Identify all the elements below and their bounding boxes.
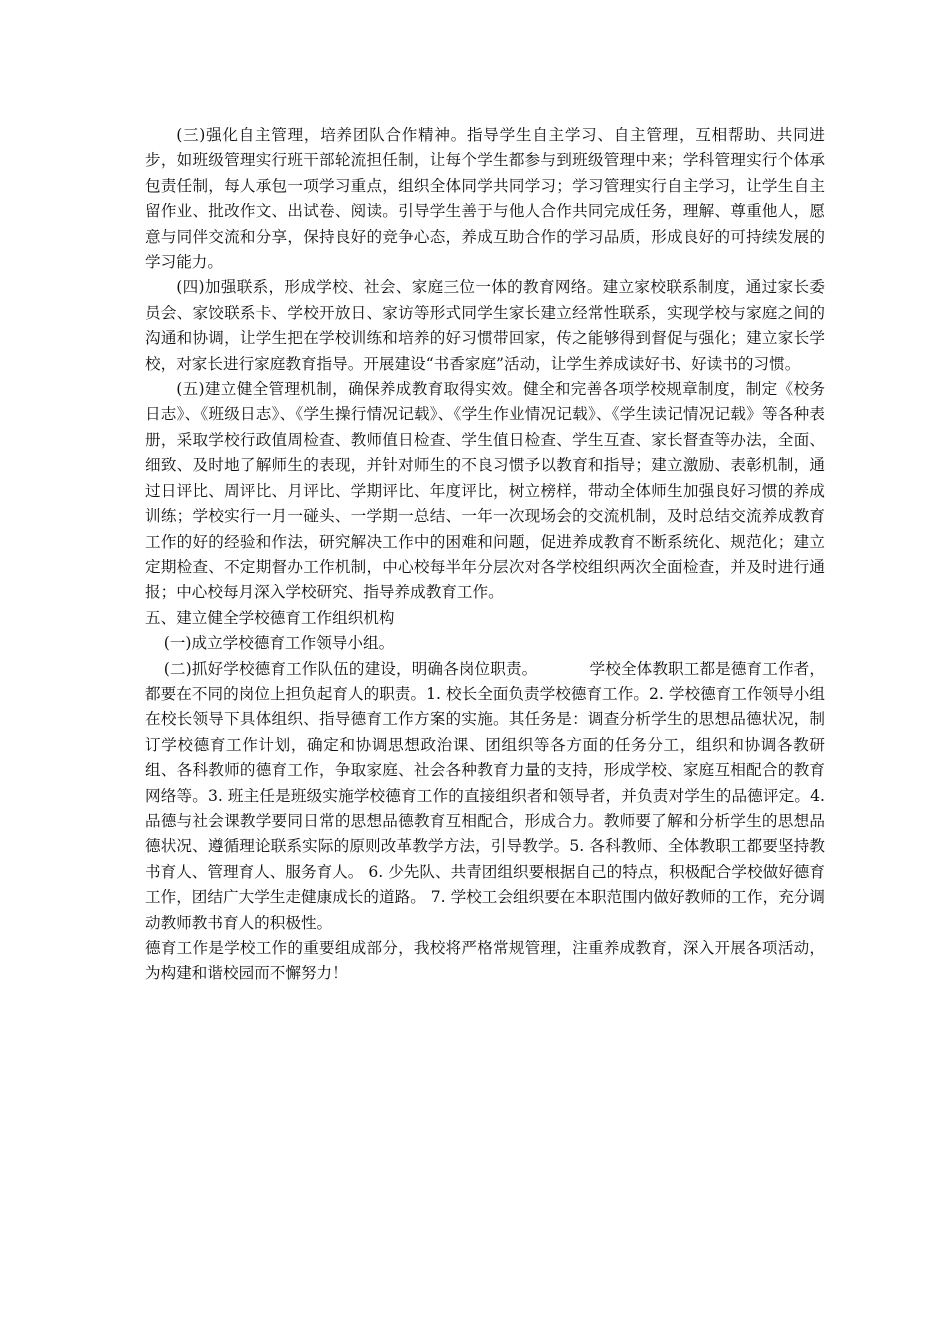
paragraph-closing: 德育工作是学校工作的重要组成部分，我校将严格常规管理，注重养成教育，深入开展各项活动，为构建和谐校园而不懈努力！ (145, 939, 825, 983)
paragraph-leadership-group: (一)成立学校德育工作领导小组。 (163, 634, 395, 653)
team-building-lead: (二)抓好学校德育工作队伍的建设，明确各岗位职责。 (163, 659, 538, 678)
paragraph-management-mechanism: (五)建立健全管理机制，确保养成教育取得实效。健全和完善各项学校规章制度，制定《校务日志》、《班级日志》、《学生操行情况记载》、《学生作业情况记载》、《学生读记情况记载》等各种表册，采取学校行政值周检查、教师值日检查、学生值日检查、学生互查、家长督查等办法，全面、细致、及时地了解师生的表现，并针对师生的不良习惯予以教育和指导；建立激励、表彰机制，通过日评比、周评比、月评比、学期评比、年度评比，树立榜样，带动全体师生加强良好习惯的养成训练；学校实行一月一碰头、一学期一总结、一年一次现场会的交流机制，及时总结交流养成教育工作的好的经验和作法，研究解决工作中的困难和问题，促进养成教育不断系统化、规范化；建立定期检查、不定期督办工作机制，中心校每半年分层次对各学校组织两次全面检查，并及时进行通报；中心校每月深入学校研究、指导养成教育工作。 (145, 380, 825, 602)
paragraph-strengthen-contact: (四)加强联系，形成学校、社会、家庭三位一体的教育网络。建立家校联系制度，通过家长委员会、家饺联系卡、学校开放日、家访等形式同学生家长建立经常性联系，实现学校与家庭之间的沟通和协调，让学生把在学校训练和培养的好习惯带回家，传之能够得到督促与强化；建立家长学校，对家长进行家庭教育指导。开展建设“书香家庭”活动，让学生养成读好书、好读书的习惯。 (145, 278, 825, 373)
document-body (145, 123, 825, 987)
team-building-body: 学校全体教职工都是德育工作者，都要在不同的岗位上担负起育人的职责。1. 校长全面负责学校德育工作。2. 学校德育工作领导小组在校长领导下具体组织、指导德育工作方案的实施。其任务是：调查分析学生的思想品德状况，制订学校德育工作计划，确定和协调思想政治课、团组织等各方面的任务分工，组织和协调各教研组、各科教师的德育工作，争取家庭、社会各种教育力量的支持，形成学校、家庭互相配合的教育网络等。3. 班主任是班级实施学校德育工作的直接组织者和领导者，并负责对学生的品德评定。4. 品德与社会课教学要同日常的思想品德教育互相配合，形成合力。教师要了解和分析学生的思想品德状况、遵循理论联系实际的原则改革教学方法，引导教学。5. 各科教师、全体教职工都要坚持教书育人、管理育人、服务育人。 6. 少先队、共青团组织要根据自己的特点，积极配合学校做好德育工作，团结广大学生走健康成长的道路。 7. 学校工会组织要在本职范围内做好教师的工作，充分调动教师教书育人的积极性。 (145, 659, 825, 932)
paragraph-strengthen-self-management: (三)强化自主管理，培养团队合作精神。指导学生自主学习、自主管理，互相帮助、共同进步，如班级管理实行班干部轮流担任制，让每个学生都参与到班级管理中来；学科管理实行个体承包责任制，每人承包一项学习重点，组织全体同学共同学习；学习管理实行自主学习，让学生自主留作业、批改作文、出试卷、阅读。引导学生善于与他人合作共同完成任务，理解、尊重他人，愿意与同伴交流和分享，保持良好的竞争心态，养成互助合作的学习品质，形成良好的可持续发展的学习能力。 (145, 126, 825, 272)
paragraph-team-building (145, 657, 825, 936)
section-heading-five: 五、建立健全学校德育工作组织机构 (145, 608, 395, 627)
